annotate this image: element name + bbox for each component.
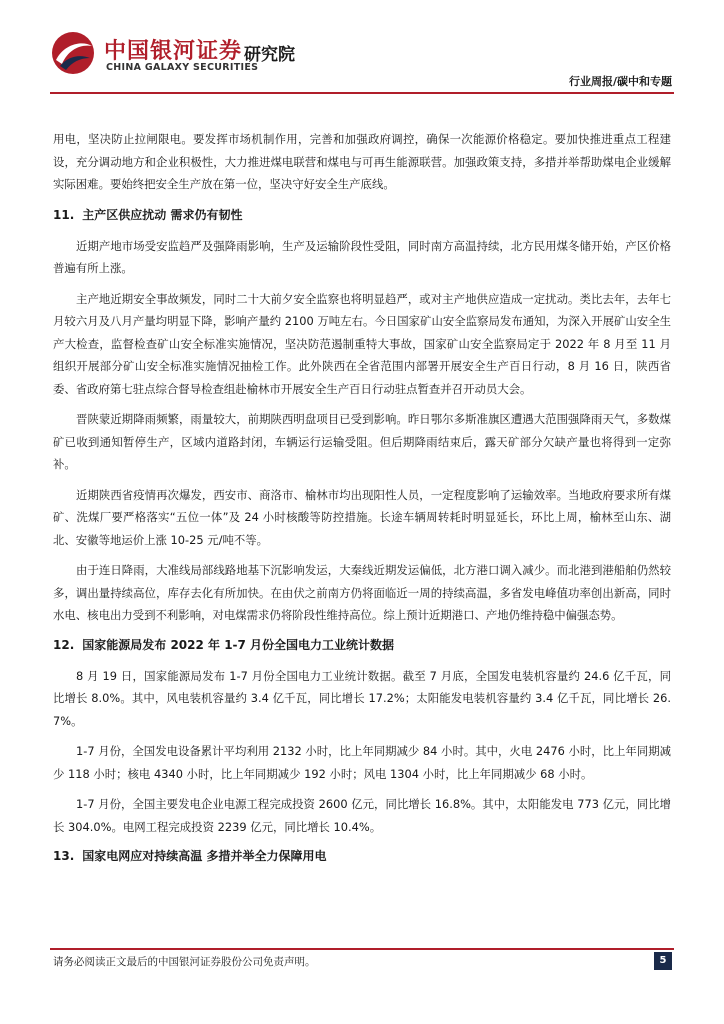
logo-institute: 研究院 bbox=[244, 45, 295, 65]
section-title: 国家能源局发布 2022 年 1-7 月份全国电力工业统计数据 bbox=[82, 637, 395, 652]
paragraph: 主产地近期安全事故频发，同时二十大前夕安全监察也将明显趋严，或对主产地供应造成一定扰动。类比去年，去年七月较六月及八月产量均明显下降，影响产量约 2100 万吨左右。今日国家矿山安全监察局发布通知，为深入开展矿山安全生产大检查，监督检查矿山安全标准实施情况，坚决防范遏制重特大事故，国家矿山安全监察局定于 2022 年 8 月至 11 月组织开展部分矿山安全标准实施情况抽检工作。此外陕西在全省范围内部署开展安全生产百日行动，8 月 16 日，陕西省委、省政府第七驻点综合督导检查组赴榆林市开展安全生产百日行动驻点暂查并召开动员大会。 bbox=[53, 291, 671, 396]
footer-disclaimer: 请务必阅读正文最后的中国银河证券股份公司免责声明。 bbox=[53, 956, 316, 968]
paragraph: 8 月 19 日，国家能源局发布 1-7 月份全国电力工业统计数据。截至 7 月底，全国发电装机容量约 24.6 亿千瓦，同比增长 8.0%。其中，风电装机容量约 3.4 亿千瓦，同比增长 17.2%；太阳能发电装机容量约 3.4 亿千瓦，同比增长 26.7%。 bbox=[53, 668, 671, 728]
paragraph: 1-7 月份，全国主要发电企业电源工程完成投资 2600 亿元，同比增长 16.8%。其中，太阳能发电 773 亿元，同比增长 304.0%。电网工程完成投资 2239 亿元，同比增长 10.4%。 bbox=[53, 797, 671, 834]
logo-english-name: CHINA GALAXY SECURITIES bbox=[106, 62, 259, 73]
paragraph: 用电，坚决防止拉闸限电。要发挥市场机制作用，完善和加强政府调控，确保一次能源价格稳定。要加快推进重点工程建设，充分调动地方和企业积极性，大力推进煤电联营和煤电与可再生能源联营。加强政策支持，多措并举帮助煤电企业缓解实际困难。要始终把安全生产放在第一位，坚决守好安全生产底线。 bbox=[53, 132, 671, 191]
footer-divider bbox=[50, 948, 674, 950]
section-heading-13 bbox=[53, 846, 671, 866]
section-heading-12 bbox=[53, 635, 671, 655]
paragraph: 晋陕蒙近期降雨频繁，雨量较大，前期陕西明盘项目已受到影响。昨日鄂尔多斯准旗区遭遇大范围强降雨天气，多数煤矿已收到通知暂停生产，区域内道路封闭，车辆运行运输受阻。但后期降雨结束后，露天矿部分欠缺产量也将得到一定弥补。 bbox=[53, 412, 671, 471]
paragraph: 近期产地市场受安监趋严及强降雨影响，生产及运输阶段性受阻，同时南方高温持续，北方民用煤冬储开始，产区价格普遍有所上涨。 bbox=[53, 238, 671, 275]
logo-chinese-name: 中国银河证券 bbox=[104, 39, 243, 64]
header-divider bbox=[50, 92, 674, 94]
document-body bbox=[53, 128, 671, 876]
section-title: 国家电网应对持续高温 多措并举全力保障用电 bbox=[82, 849, 327, 863]
galaxy-logo-icon bbox=[50, 30, 96, 76]
section-heading-11 bbox=[53, 205, 671, 225]
paragraph: 由于连日降雨，大准线局部线路地基下沉影响发运，大秦线近期发运偏低，北方港口调入减少。而北港到港船舶仍然较多，调出量持续高位，库存去化有所加快。在由伏之前南方仍将面临近一周的持续高温，多省发电峰值功率创出新高，同时水电、核电出力受到不利影响，对电煤需求仍将阶段性维持高位。综上预计近期港口、产地仍维持稳中偏强态势。 bbox=[53, 563, 671, 622]
page-number: 5 bbox=[654, 952, 672, 970]
section-number: 11. bbox=[53, 207, 75, 222]
section-title: 主产区供应扰动 需求仍有韧性 bbox=[82, 207, 243, 222]
page-header bbox=[0, 0, 724, 96]
section-number: 13. bbox=[53, 849, 75, 863]
report-type: 行业周报/碳中和专题 bbox=[568, 75, 672, 88]
paragraph: 近期陕西省疫情再次爆发，西安市、商洛市、榆林市均出现阳性人员，一定程度影响了运输效率。当地政府要求所有煤矿、洗煤厂要严格落实“五位一体”及 24 小时核酸等防控措施。长途车辆周转耗时明显延长，环比上周，榆林至山东、湖北、安徽等地运价上涨 10-25 元/吨不等。 bbox=[53, 487, 671, 547]
paragraph: 1-7 月份，全国发电设备累计平均利用 2132 小时，比上年同期减少 84 小时。其中，火电 2476 小时，比上年同期减少 118 小时；核电 4340 小时，比上年同期减少 192 小时；风电 1304 小时，比上年同期减少 68 小时。 bbox=[53, 744, 671, 781]
section-number: 12. bbox=[53, 637, 75, 652]
